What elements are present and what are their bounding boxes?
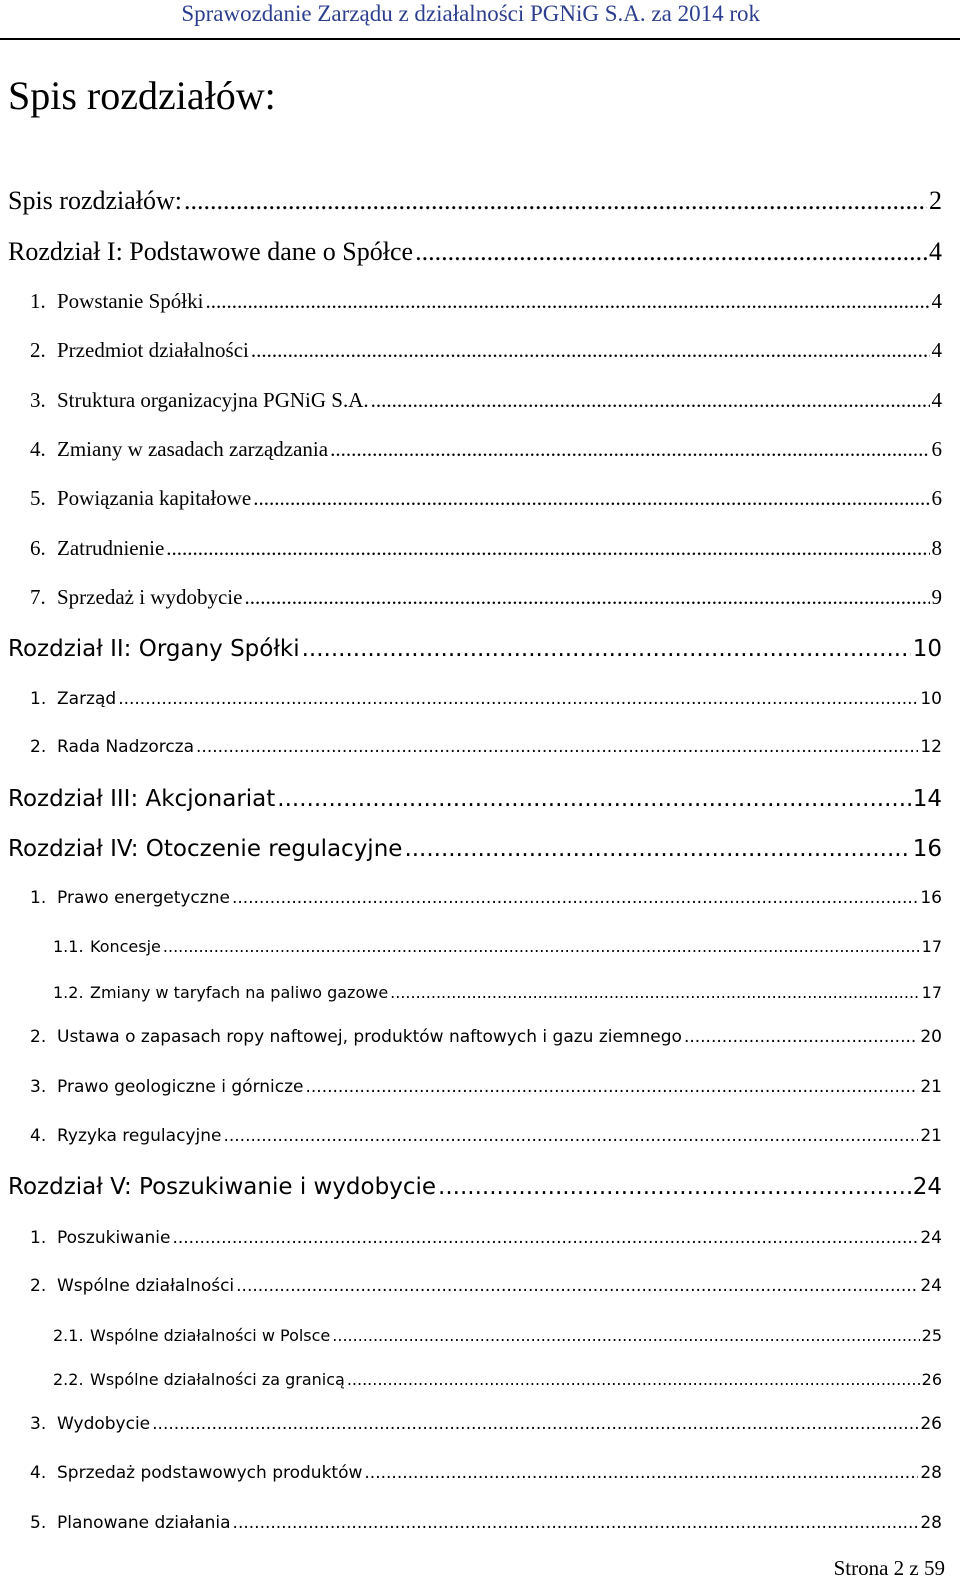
dot-leader (152, 1414, 918, 1434)
toc-entry-page: 14 (912, 786, 942, 812)
dot-leader (277, 786, 910, 812)
dot-leader (166, 536, 929, 561)
dot-leader (330, 437, 929, 462)
toc-entry-number: 3. (30, 1077, 47, 1097)
toc-entry[interactable] (30, 1027, 942, 1047)
toc-entry-page: 28 (920, 1513, 942, 1533)
dot-leader (184, 186, 927, 216)
dot-leader (253, 486, 929, 511)
dot-leader (347, 1370, 920, 1389)
toc-entry[interactable] (53, 1326, 942, 1345)
toc-entry-label: Sprzedaż podstawowych produktów (57, 1463, 363, 1483)
toc-entry-number: 2. (30, 1276, 47, 1296)
toc-entry-number: 1. (30, 888, 47, 908)
dot-leader (163, 937, 920, 956)
toc-entry-number: 7. (30, 585, 46, 609)
dot-leader (251, 338, 930, 363)
toc-entry[interactable] (53, 1370, 942, 1389)
toc-entry-page: 26 (921, 1370, 942, 1389)
toc-entry[interactable] (30, 338, 942, 363)
toc-entry-label: Poszukiwanie (57, 1228, 171, 1248)
toc-entry-page: 2 (929, 186, 942, 215)
dot-leader (364, 1463, 918, 1483)
toc-entry-page: 26 (920, 1414, 942, 1434)
toc-entry[interactable] (30, 1513, 942, 1533)
toc-entry[interactable] (30, 289, 942, 314)
toc-entry-number: 2. (30, 1027, 47, 1047)
dot-leader (415, 237, 927, 267)
toc-entry-page: 17 (921, 937, 942, 956)
toc-entry[interactable] (8, 1174, 942, 1200)
toc-entry-number: 5. (30, 1513, 47, 1533)
toc-entry-label: Rozdział I: Podstawowe dane o Spółce (8, 237, 414, 266)
page-title: Spis rozdziałów: (8, 73, 276, 118)
dot-leader (196, 737, 918, 757)
dot-leader (371, 388, 930, 413)
toc-entry-label: Sprzedaż i wydobycie (57, 585, 243, 609)
toc-entry-page: 24 (920, 1228, 942, 1248)
toc-entry-page: 4 (929, 237, 942, 266)
toc-entry-label: Rozdział IV: Otoczenie regulacyjne (8, 836, 403, 862)
toc-entry-page: 21 (920, 1126, 942, 1146)
toc-entry-page: 10 (912, 636, 942, 662)
toc-entry-number: 4. (30, 437, 46, 461)
toc-entry[interactable] (30, 437, 942, 462)
toc-entry-number: 1.1. (53, 937, 84, 956)
toc-entry-label: Prawo geologiczne i górnicze (57, 1077, 304, 1097)
dot-leader (438, 1174, 911, 1200)
toc-entry[interactable] (30, 1077, 942, 1097)
dot-leader (302, 636, 911, 662)
dot-leader (236, 1276, 918, 1296)
dot-leader (390, 983, 919, 1002)
toc-entry[interactable] (30, 689, 942, 709)
toc-entry[interactable] (30, 737, 942, 757)
toc-entry-page: 4 (931, 388, 942, 412)
toc-entry-label: Zmiany w zasadach zarządzania (57, 437, 329, 461)
toc-entry-number: 2. (30, 338, 46, 362)
toc-entry[interactable] (30, 1463, 942, 1483)
dot-leader (172, 1228, 918, 1248)
toc-entry-page: 8 (931, 536, 942, 560)
toc-entry-page: 16 (912, 836, 942, 862)
toc-entry-label: Ustawa o zapasach ropy naftowej, produktów naftowych i gazu ziemnego (57, 1027, 682, 1047)
toc-entry-label: Prawo energetyczne (57, 888, 230, 908)
dot-leader (233, 1513, 919, 1533)
toc-entry[interactable] (30, 1126, 942, 1146)
toc-entry-label: Wspólne działalności za granicą (90, 1370, 345, 1389)
toc-entry[interactable] (30, 1228, 942, 1248)
page-number: Strona 2 z 59 (833, 1556, 945, 1580)
toc-entry[interactable] (30, 888, 942, 908)
toc-entry-page: 24 (920, 1276, 942, 1296)
dot-leader (118, 689, 918, 709)
toc-entry-label: Rozdział V: Poszukiwanie i wydobycie (8, 1174, 437, 1200)
toc-entry-number: 3. (30, 1414, 47, 1434)
toc-entry-page: 9 (931, 585, 942, 609)
toc-entry-label: Wspólne działalności w Polsce (90, 1326, 331, 1345)
toc-entry[interactable] (53, 983, 942, 1002)
toc-entry-label: Rozdział III: Akcjonariat (8, 786, 276, 812)
toc-entry[interactable] (30, 1276, 942, 1296)
dot-leader (244, 585, 929, 610)
toc-entry-number: 1. (30, 289, 46, 313)
toc-entry[interactable] (30, 585, 942, 610)
toc-entry-label: Spis rozdziałów: (8, 186, 183, 215)
toc-entry[interactable] (8, 186, 942, 216)
toc-entry-page: 6 (931, 486, 942, 510)
toc-entry-label: Przedmiot działalności (57, 338, 249, 362)
toc-entry-number: 3. (30, 388, 46, 412)
toc-entry[interactable] (8, 636, 942, 662)
dot-leader (404, 836, 910, 862)
toc-entry-label: Struktura organizacyjna PGNiG S.A. (57, 388, 369, 412)
toc-entry-label: Rada Nadzorcza (57, 737, 195, 757)
toc-entry-label: Powiązania kapitałowe (57, 486, 252, 510)
toc-entry-page: 16 (920, 888, 942, 908)
toc-entry-label: Powstanie Spółki (57, 289, 204, 313)
toc-entry-number: 4. (30, 1126, 47, 1146)
toc-entry-number: 5. (30, 486, 46, 510)
toc-entry-label: Zmiany w taryfach na paliwo gazowe (90, 983, 389, 1002)
toc-entry-number: 1. (30, 689, 47, 709)
dot-leader (684, 1027, 918, 1047)
toc-entry[interactable] (30, 536, 942, 561)
toc-entry-page: 10 (920, 689, 942, 709)
toc-entry[interactable] (8, 836, 942, 862)
dot-leader (332, 1326, 919, 1345)
toc-entry-label: Rozdział II: Organy Spółki (8, 636, 300, 662)
toc-entry-page: 12 (920, 737, 942, 757)
toc-entry-number: 2.2. (53, 1370, 84, 1389)
toc-entry[interactable] (8, 786, 942, 812)
toc-entry[interactable] (8, 237, 942, 267)
toc-entry-page: 17 (921, 983, 942, 1002)
toc-entry-number: 4. (30, 1463, 47, 1483)
dot-leader (223, 1126, 918, 1146)
toc-entry[interactable] (53, 937, 942, 956)
toc-entry-page: 6 (931, 437, 942, 461)
toc-entry-page: 24 (912, 1174, 942, 1200)
toc-entry-number: 2.1. (53, 1326, 84, 1345)
toc-entry-page: 20 (920, 1027, 942, 1047)
toc-entry-page: 4 (931, 338, 942, 362)
toc-entry-label: Zatrudnienie (57, 536, 165, 560)
toc-entry-page: 4 (931, 289, 942, 313)
toc-entry-number: 6. (30, 536, 46, 560)
toc-entry-label: Wydobycie (57, 1414, 151, 1434)
dot-leader (306, 1077, 919, 1097)
toc-entry-page: 28 (920, 1463, 942, 1483)
toc-entry-number: 1. (30, 1228, 47, 1248)
dot-leader (232, 888, 918, 908)
toc-entry[interactable] (30, 388, 942, 413)
toc-entry[interactable] (30, 1414, 942, 1434)
toc-entry-label: Zarząd (57, 689, 117, 709)
toc-entry-label: Wspólne działalności (57, 1276, 235, 1296)
toc-entry-page: 21 (920, 1077, 942, 1097)
toc-entry-label: Planowane działania (57, 1513, 231, 1533)
toc-entry-number: 2. (30, 737, 47, 757)
header-title: Sprawozdanie Zarządu z działalności PGNiG S.A. za 2014 rok (181, 1, 760, 26)
toc-entry-label: Koncesje (90, 937, 161, 956)
toc-entry[interactable] (30, 486, 942, 511)
toc-entry-page: 25 (921, 1326, 942, 1345)
toc-entry-label: Ryzyka regulacyjne (57, 1126, 222, 1146)
toc-entry-number: 1.2. (53, 983, 84, 1002)
dot-leader (205, 289, 929, 314)
